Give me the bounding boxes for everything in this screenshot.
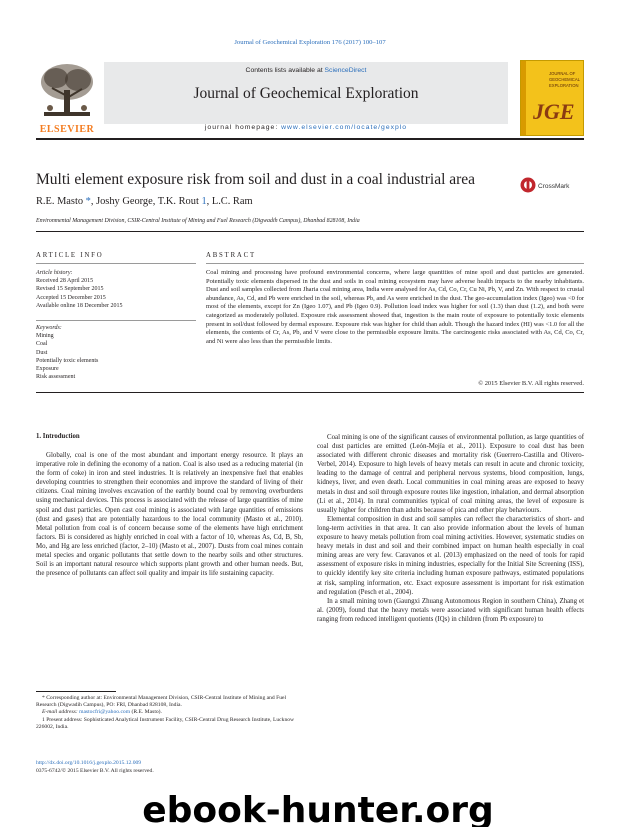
author-4: L.C. Ram — [211, 196, 253, 207]
keywords-rule — [36, 320, 196, 321]
abstract-copyright: © 2015 Elsevier B.V. All rights reserved. — [478, 380, 584, 387]
homepage-link[interactable]: www.elsevier.com/locate/gexplo — [281, 124, 408, 131]
email-label: E-mail address: — [42, 709, 80, 716]
body-column-right — [317, 433, 584, 624]
article-title: Multi element exposure risk from soil and dust in a coal industrial area — [36, 171, 476, 188]
keywords-heading: Keywords: — [36, 325, 62, 331]
body-paragraph: Coal mining is one of the significant causes of environmental pollution, as large quantities of coal dust particles are emitted (León-Mejía et al., 2011). Exposure to coal dust has been associated with different chronic diseases and mortality risk (Guerrero-Castilla and Olivero-Verbel, 2014). Exposure to high levels of heavy metals can result in acute and chronic toxicity, leading to the damage of central and peripheral nervous systems, blood composition, lungs, kidneys, liver, and even death. Local communities in coal mining areas are exposed to heavy metals in dust and soil through exposure routes like ingestion, inhalation, and dermal absorption (Li et al., 2014). In rural communities typical of coal mining areas, the level of exposure is usually higher for children than adults because of pica and other play behaviours. — [317, 434, 584, 514]
abstract-rule — [206, 263, 584, 264]
doi-block — [36, 759, 154, 776]
sciencedirect-link[interactable]: ScienceDirect — [324, 67, 367, 74]
affiliation: Environmental Management Division, CSIR-Central Institute of Mining and Fuel Research (Digwadih Campus), Dhanbad 828108, India — [36, 218, 360, 224]
author-2: Joshy George — [96, 196, 153, 207]
cover-line-2: GEOCHEMICAL — [549, 77, 580, 82]
history-revised: Revised 15 September 2015 — [36, 286, 104, 293]
history-accepted: Accepted 15 December 2015 — [36, 294, 106, 301]
watermark-text: ebook-hunter.org — [142, 793, 494, 827]
article-info-heading: ARTICLE INFO — [36, 252, 104, 259]
elsevier-tree-logo — [36, 60, 98, 132]
email-link[interactable]: mastocfri@yahoo.com — [79, 709, 131, 716]
journal-cover-thumbnail — [520, 60, 584, 136]
footnote-present-address: 1 Present address: Sophisticated Analytical Instrument Facility, CSIR-Central Drug Research Institute, Lucknow 226002, India. — [36, 716, 295, 730]
abstract-heading: ABSTRACT — [206, 252, 256, 259]
footnotes — [36, 695, 303, 731]
email-suffix: (R.E. Masto). — [130, 709, 162, 716]
author-1: R.E. Masto — [36, 196, 84, 207]
body-paragraph: In a small mining town (Gaungxi Zhuang Autonomous Region in southern China), Zhang et al. (2009), found that the heavy metals were associated with significant human health effects ranging from reduced intelligent quotients (IQs) in children (from Pb exposure) to — [317, 597, 584, 623]
homepage-prefix: journal homepage: — [204, 124, 282, 131]
introduction-heading: 1. Introduction — [36, 433, 80, 440]
history-heading: Article history: — [36, 270, 73, 276]
keyword: Dust — [36, 349, 48, 356]
article-history — [36, 269, 196, 310]
body-column-left — [36, 451, 303, 578]
body-paragraph: Globally, coal is one of the most abundant and important energy resource. It plays an imperative role in defining the economy of a nation. Coal is also used as a reducing material (in the form of coke) in iron and steel industries. It is relatively an inexpensive fuel that enables developing countries to strengthen their economies and improve the standard of living of their citizens. Coal mining involves excavation of the earthly bound coal by removing overburdens using mechanical devices. This process is associated with the release of large quantities of mine spoil and dust particles. Open cast coal mining is associated with large quantities of emissions (dust and gases) that are potentially hazardous to the local community (Masto et al., 2010). Metal pollution from coal is of concern because some of the elements have high enrichment factors. Bi is considered as highly enriched in coal with a factor of 10, whereas As, Cd, B, Sb, Mo, and Hg are less enriched (factor, 2–10) (Masto et al., 2007). Dusts from coal mines contain metal species and organic pollutants that settle down to the nearby soils and other structures. Soil is an important natural resource which supports plant growth and other human needs. But, the presence of pollutants can affect soil quality and impair its life sustaining capacity. — [36, 452, 303, 578]
abstract-body: Coal mining and processing have profound environmental concerns, where large quantities of mine spoil and dust particles are generated. Potentially toxic elements dispersed in the dust and soils in coal mining ecosystem may have adverse health impacts to the nearby inhabitants. Dust and soil samples collected from Jharia coal mining area, India were analysed for As, Cd, Co, Cr, Cu Ni, Pb, V, and Zn. With respect to crustal abundance, As, Cd, and Pb were enriched in the soil, whereas Pb, and As were enriched in the dust. The geo-accumulation index (Igeo) was <0 for most of the elements, except for Zn (Igeo 1.07), and Pb (Igeo 0.9). Pollution load index was higher for soil (1.3) than dust (1.2), and both were categorized as moderately polluted. Exposure risk assessment showed that, ingestion is the main route of exposure to potentially toxic elements present in soil/dust followed by dermal exposure. Exposure risk was higher for child than adult. Though the hazard index (HI) was <1.0 for all the elements, the contents of Cr, As, Pb, and V were close to the permissible exposure limits. The carcinogenic risks associated with As, Cd, Co, Cr, and Ni were also less than the permissible limits. — [206, 269, 584, 345]
author-3: T.K. Rout — [157, 196, 199, 207]
crossmark-label: CrossMark — [538, 183, 570, 190]
cover-line-1: JOURNAL OF — [549, 71, 576, 76]
footnote-email — [36, 709, 303, 716]
watermark-banner — [48, 793, 588, 827]
footnote-divider — [36, 691, 116, 692]
issn-line: 0375-6742/© 2015 Elsevier B.V. All rights reserved. — [36, 768, 154, 775]
journal-reference[interactable]: Journal of Geochemical Exploration 176 (2017) 100–107 — [234, 39, 386, 46]
section-divider — [36, 392, 584, 393]
cover-line-3: EXPLORATION — [549, 83, 579, 88]
body-paragraph: Elemental composition in dust and soil samples can reflect the characteristics of short- and long-term activities in that area. It can also provide information about the levels of human exposure to heavy metals pollution from coal mining activities. However, systematic studies on heavy metals in dust and soil and their combined impact on human health especially in coal mining areas are very few. Caravanos et al. (2013) emphasized on the need of tools for rapid assessment of exposure risks in mining industries, especially for the Initial Site Screening (ISS), to quickly identify key site criteria including human exposure pathways, estimated populations at risk, sampling information, etc. Exact exposure assessment is important for risk estimation and regulation (Pesch et al., 2004). — [317, 515, 584, 596]
keyword: Potentially toxic elements — [36, 357, 99, 364]
author-1-mark[interactable]: * — [83, 196, 91, 207]
contents-prefix: Contents lists available at — [245, 67, 325, 74]
history-received: Received 28 April 2015 — [36, 278, 94, 285]
author-list: R.E. Masto *, Joshy George, T.K. Rout 1, L.C. Ram — [36, 196, 253, 207]
elsevier-wordmark: ELSEVIER — [39, 124, 95, 135]
keyword: Mining — [36, 333, 54, 340]
section-divider — [36, 231, 584, 232]
keywords — [36, 324, 196, 381]
crossmark-badge[interactable] — [520, 176, 584, 194]
keyword: Exposure — [36, 366, 59, 373]
journal-name: Journal of Geochemical Exploration — [193, 85, 419, 102]
keyword: Coal — [36, 341, 48, 348]
article-info-rule — [36, 263, 196, 264]
header-divider — [36, 138, 584, 140]
contents-line — [104, 67, 508, 74]
keyword: Risk assessment — [36, 374, 76, 381]
author-3-mark[interactable]: 1 — [198, 196, 207, 207]
cover-monogram: JGE — [533, 99, 575, 124]
footnote-corresponding: * Corresponding author at: Environmental Management Division, CSIR-Central Institute of Mining and Fuel Research (Digwadih Campus), PO: FRI, Dhanbad 828108, India. — [36, 695, 287, 709]
history-online: Available online 18 December 2015 — [36, 302, 123, 309]
doi-link[interactable]: http://dx.doi.org/10.1016/j.gexplo.2015.12.009 — [36, 760, 142, 766]
journal-homepage — [104, 124, 508, 131]
